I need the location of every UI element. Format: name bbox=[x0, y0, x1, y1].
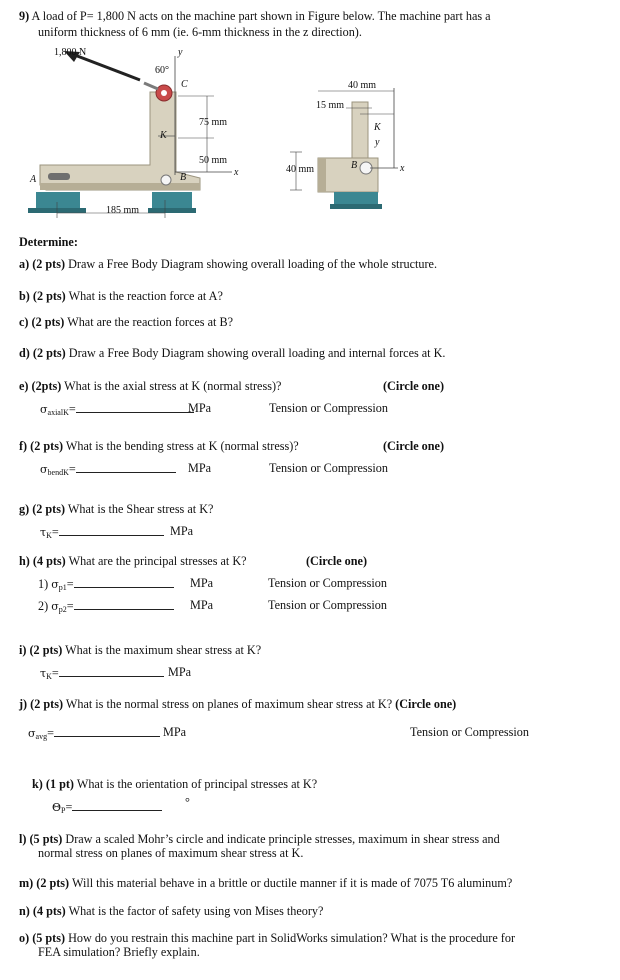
c-label: C bbox=[181, 79, 188, 90]
question-i: i) (2 pts) What is the maximum shear stress at K? bbox=[19, 643, 262, 657]
side-y-label: y bbox=[375, 137, 380, 148]
y-axis-label: y bbox=[178, 47, 183, 58]
question-o: o) (5 pts) How do you restrain this machine part in SolidWorks simulation? What is the procedure for bbox=[19, 931, 516, 945]
question-o-line2: FEA simulation? Briefly explain. bbox=[38, 945, 200, 959]
side-x-label: x bbox=[400, 163, 405, 174]
side-dim-40: 40 mm bbox=[348, 80, 377, 91]
blank-e[interactable] bbox=[76, 401, 194, 413]
angle-label: 60° bbox=[155, 65, 169, 76]
answer-e: $\sigma_{axialK}=$ bbox=[40, 401, 194, 420]
answer-h1: 1) $\sigma_{p1}=$ bbox=[38, 576, 174, 595]
problem-statement-line2: uniform thickness of 6 mm (ie. 6-mm thickness in the z direction). bbox=[38, 25, 362, 39]
question-k: k) (1 pt) What is the orientation of principal stresses at K? bbox=[32, 777, 318, 791]
question-m: m) (2 pts) Will this material behave in a brittle or ductile manner if it is made of 7075 T6 aluminum? bbox=[19, 876, 513, 890]
tension-compression-e[interactable]: Tension or Compression bbox=[269, 401, 388, 415]
circle-one-f: (Circle one) bbox=[383, 439, 445, 453]
unit-e: MPa bbox=[188, 401, 212, 415]
question-l-line2: normal stress on planes of maximum shear stress at K. bbox=[38, 846, 304, 860]
blank-i[interactable] bbox=[59, 665, 164, 677]
side-k-label: K bbox=[374, 122, 381, 133]
machine-part-shadow bbox=[40, 183, 200, 190]
x-axis-label: x bbox=[234, 167, 239, 178]
question-b: b) (2 pts) What is the reaction force at A? bbox=[19, 289, 223, 303]
tension-compression-f[interactable]: Tension or Compression bbox=[269, 461, 388, 475]
question-a: a) (2 pts) Draw a Free Body Diagram showing overall loading of the whole structure. bbox=[19, 257, 438, 271]
pin-b bbox=[161, 175, 171, 185]
answer-j: $\sigma_{avg}=$ bbox=[28, 725, 160, 744]
question-d: d) (2 pts) Draw a Free Body Diagram showing overall loading and internal forces at K. bbox=[19, 346, 446, 360]
unit-j: MPa bbox=[163, 725, 187, 739]
dim-75: 75 mm bbox=[199, 117, 228, 128]
tension-compression-j[interactable]: Tension or Compression bbox=[410, 725, 529, 739]
answer-h2: 2) $\sigma_{p2}=$ bbox=[38, 598, 174, 617]
side-view-support bbox=[334, 192, 378, 206]
blank-h1[interactable] bbox=[74, 576, 174, 588]
a-label: A bbox=[30, 174, 37, 185]
question-l: l) (5 pts) Draw a scaled Mohr’s circle and indicate principle stresses, maximum in shear stress and bbox=[19, 832, 500, 846]
blank-g[interactable] bbox=[59, 524, 164, 536]
answer-k: $\Theta_P=$ bbox=[52, 799, 162, 818]
blank-f[interactable] bbox=[76, 461, 176, 473]
blank-h2[interactable] bbox=[74, 598, 174, 610]
problem-number: 9) bbox=[19, 9, 30, 23]
k-label: K bbox=[160, 130, 167, 141]
problem-text-1: A load of P= 1,800 N acts on the machine part shown in Figure below. The machine part has a bbox=[31, 9, 491, 23]
circle-one-e: (Circle one) bbox=[383, 379, 445, 393]
hole-a bbox=[48, 173, 70, 180]
unit-g: MPa bbox=[170, 524, 194, 538]
question-f: f) (2 pts) What is the bending stress at K (normal stress)? bbox=[19, 439, 299, 453]
dim-185: 185 mm bbox=[106, 205, 140, 216]
question-e: e) (2pts) What is the axial stress at K (normal stress)? bbox=[19, 379, 282, 393]
b-label: B bbox=[180, 172, 187, 183]
support-a bbox=[36, 192, 80, 210]
determine-heading: Determine: bbox=[19, 235, 78, 249]
circle-one-h: (Circle one) bbox=[306, 554, 368, 568]
answer-f: $\sigma_{bendK}=$ bbox=[40, 461, 176, 480]
support-b bbox=[152, 192, 192, 210]
blank-j[interactable] bbox=[54, 725, 160, 737]
side-dim-40-vert: 40 mm bbox=[286, 164, 315, 175]
unit-h2: MPa bbox=[190, 598, 214, 612]
question-c: c) (2 pts) What are the reaction forces at B? bbox=[19, 315, 233, 329]
problem-statement-line1 bbox=[19, 9, 491, 23]
answer-g: $\tau_K=$ bbox=[40, 524, 164, 543]
question-n: n) (4 pts) What is the factor of safety using von Mises theory? bbox=[19, 904, 324, 918]
degree-k: ° bbox=[185, 795, 190, 809]
question-j: j) (2 pts) What is the normal stress on planes of maximum shear stress at K? (Circle one) bbox=[19, 697, 457, 711]
answer-i: $\tau_K=$ bbox=[40, 665, 164, 684]
tension-compression-h1[interactable]: Tension or Compression bbox=[268, 576, 387, 590]
unit-f: MPa bbox=[188, 461, 212, 475]
question-g: g) (2 pts) What is the Shear stress at K? bbox=[19, 502, 214, 516]
load-label: 1,800 N bbox=[54, 47, 87, 58]
question-h: h) (4 pts) What are the principal stresses at K? bbox=[19, 554, 247, 568]
unit-h1: MPa bbox=[190, 576, 214, 590]
blank-k[interactable] bbox=[72, 799, 162, 811]
side-b-label: B bbox=[351, 160, 358, 171]
dim-50: 50 mm bbox=[199, 155, 228, 166]
machine-part-figure bbox=[0, 40, 620, 230]
side-dim-15: 15 mm bbox=[316, 100, 345, 111]
unit-i: MPa bbox=[168, 665, 192, 679]
tension-compression-h2[interactable]: Tension or Compression bbox=[268, 598, 387, 612]
